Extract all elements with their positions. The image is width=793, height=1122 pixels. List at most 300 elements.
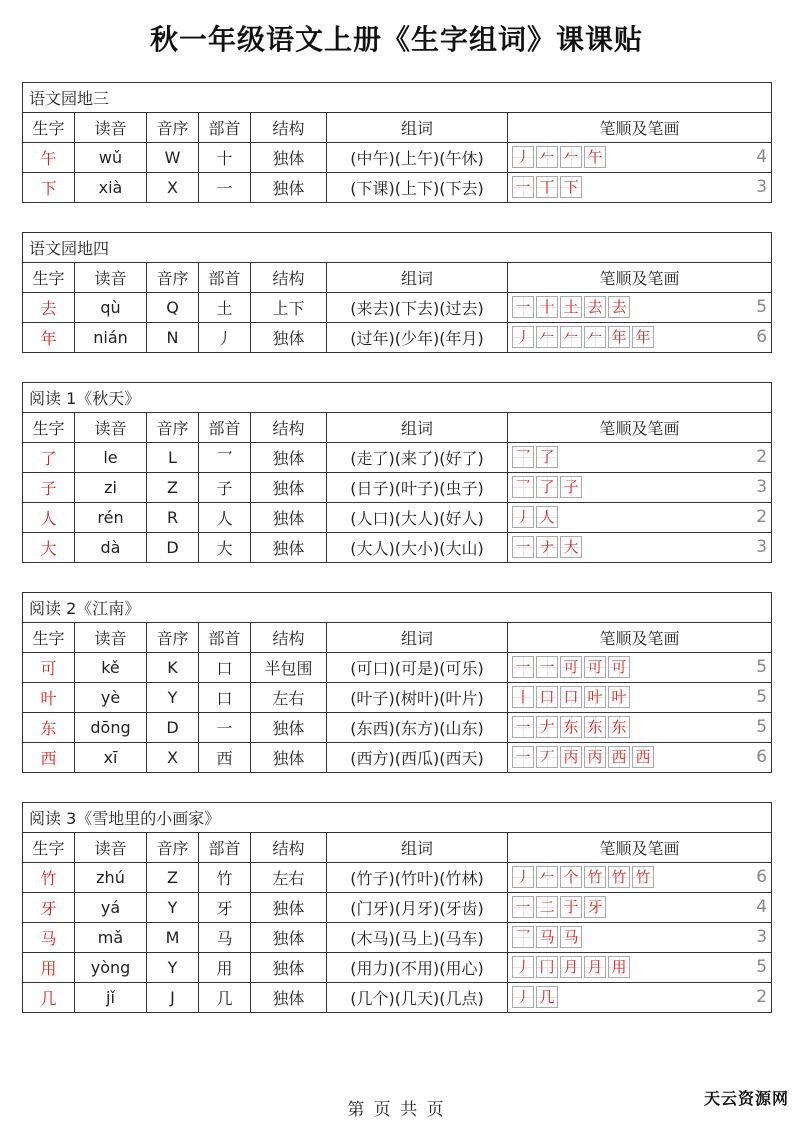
cell-words: (西方)(西瓜)(西天) <box>327 743 508 773</box>
stroke-count: 3 <box>756 477 768 497</box>
stroke-step-box <box>512 476 534 498</box>
cell-pinyin: dōng <box>75 713 147 743</box>
stroke-step-box <box>512 176 534 198</box>
cell-order: M <box>147 923 199 953</box>
stroke-step-char: 𠂉 <box>539 148 555 166</box>
header-radical: 部首 <box>199 833 251 863</box>
cell-radical: 大 <box>199 533 251 563</box>
header-row <box>23 833 772 863</box>
stroke-step-char: 大 <box>563 538 579 556</box>
stroke-step-box <box>608 656 630 678</box>
stroke-step-box <box>536 536 558 558</box>
cell-words: (门牙)(月牙)(牙齿) <box>327 893 508 923</box>
header-order: 音序 <box>147 263 199 293</box>
stroke-step-char: 了 <box>539 448 555 466</box>
cell-radical: 土 <box>199 293 251 323</box>
cell-structure: 左右 <box>251 863 327 893</box>
header-char: 生字 <box>23 263 75 293</box>
cell-strokes <box>508 653 772 683</box>
header-strokes: 笔顺及笔画 <box>508 263 772 293</box>
header-row <box>23 113 772 143</box>
stroke-step-box <box>584 896 606 918</box>
cell-pinyin: jǐ <box>75 983 147 1013</box>
cell-pinyin: yè <box>75 683 147 713</box>
cell-words: (木马)(马上)(马车) <box>327 923 508 953</box>
stroke-step-box <box>632 866 654 888</box>
stroke-step-char: 丙 <box>563 748 579 766</box>
stroke-grid <box>512 746 656 769</box>
header-char: 生字 <box>23 113 75 143</box>
stroke-step-char: 𠂉 <box>539 868 555 886</box>
stroke-step-char: 竹 <box>587 868 603 886</box>
stroke-step-box <box>584 716 606 738</box>
section-title: 阅读 3《雪地里的小画家》 <box>23 803 772 833</box>
stroke-step-box <box>560 926 582 948</box>
table-row <box>23 713 772 743</box>
stroke-step-char: 年 <box>611 328 627 346</box>
stroke-step-box <box>536 686 558 708</box>
stroke-step-box <box>608 326 630 348</box>
stroke-step-char: 下 <box>563 178 579 196</box>
cell-order: J <box>147 983 199 1013</box>
stroke-grid <box>512 146 608 169</box>
header-structure: 结构 <box>251 263 327 293</box>
cell-structure: 独体 <box>251 923 327 953</box>
cell-structure: 上下 <box>251 293 327 323</box>
stroke-step-box <box>560 146 582 168</box>
stroke-step-char: 土 <box>563 298 579 316</box>
stroke-step-box <box>608 746 630 768</box>
stroke-step-box <box>560 656 582 678</box>
cell-radical: 西 <box>199 743 251 773</box>
stroke-step-box <box>512 296 534 318</box>
cell-pinyin: xià <box>75 173 147 203</box>
stroke-step-char: 叶 <box>611 688 627 706</box>
table-row <box>23 173 772 203</box>
cell-char: 去 <box>23 293 75 323</box>
stroke-step-char: 丿 <box>515 868 531 886</box>
stroke-step-box <box>536 896 558 918</box>
cell-structure: 独体 <box>251 503 327 533</box>
cell-strokes <box>508 713 772 743</box>
stroke-step-char: 于 <box>563 898 579 916</box>
stroke-grid <box>512 176 584 199</box>
stroke-step-char: 丿 <box>515 988 531 1006</box>
stroke-grid <box>512 506 560 529</box>
stroke-count: 4 <box>756 897 768 917</box>
stroke-step-char: 东 <box>611 718 627 736</box>
table-row <box>23 953 772 983</box>
stroke-step-box <box>512 446 534 468</box>
stroke-step-char: 一 <box>515 178 531 196</box>
header-pinyin: 读音 <box>75 623 147 653</box>
cell-order: Z <box>147 473 199 503</box>
stroke-step-char: 𠂉 <box>539 328 555 346</box>
stroke-step-char: 人 <box>539 508 555 526</box>
stroke-step-char: 个 <box>563 868 579 886</box>
cell-char: 叶 <box>23 683 75 713</box>
stroke-grid <box>512 956 632 979</box>
stroke-step-char: 去 <box>611 298 627 316</box>
stroke-grid <box>512 716 632 739</box>
stroke-step-char: 西 <box>635 748 651 766</box>
stroke-step-char: 𠂇 <box>539 718 555 736</box>
cell-words: (用力)(不用)(用心) <box>327 953 508 983</box>
stroke-step-char: 丿 <box>515 148 531 166</box>
cell-radical: 子 <box>199 473 251 503</box>
stroke-step-box <box>584 866 606 888</box>
cell-structure: 独体 <box>251 143 327 173</box>
stroke-step-box <box>536 296 558 318</box>
stroke-step-char: 竹 <box>611 868 627 886</box>
stroke-step-char: 马 <box>563 928 579 946</box>
stroke-step-box <box>536 656 558 678</box>
header-words: 组词 <box>327 113 508 143</box>
stroke-step-char: 叶 <box>587 688 603 706</box>
stroke-step-char: 𠂉 <box>587 328 603 346</box>
stroke-step-char: 丿 <box>515 508 531 526</box>
cell-words: (下课)(上下)(下去) <box>327 173 508 203</box>
stroke-grid <box>512 476 584 499</box>
cell-structure: 独体 <box>251 893 327 923</box>
section-title: 阅读 2《江南》 <box>23 593 772 623</box>
stroke-step-box <box>608 716 630 738</box>
header-structure: 结构 <box>251 113 327 143</box>
cell-strokes <box>508 443 772 473</box>
cell-strokes <box>508 863 772 893</box>
header-words: 组词 <box>327 263 508 293</box>
unit-section <box>22 232 771 353</box>
unit-table <box>22 382 772 563</box>
header-pinyin: 读音 <box>75 413 147 443</box>
stroke-count: 2 <box>756 447 768 467</box>
cell-radical: 口 <box>199 653 251 683</box>
stroke-grid <box>512 686 632 709</box>
stroke-step-char: 十 <box>539 298 555 316</box>
stroke-step-box <box>560 326 582 348</box>
stroke-step-box <box>536 986 558 1008</box>
cell-order: D <box>147 533 199 563</box>
cell-order: Y <box>147 953 199 983</box>
cell-char: 人 <box>23 503 75 533</box>
cell-strokes <box>508 743 772 773</box>
table-row <box>23 863 772 893</box>
cell-order: N <box>147 323 199 353</box>
cell-strokes <box>508 983 772 1013</box>
stroke-step-char: 一 <box>515 748 531 766</box>
unit-section <box>22 802 771 1013</box>
stroke-step-char: 乛 <box>515 928 531 946</box>
cell-char: 子 <box>23 473 75 503</box>
cell-order: K <box>147 653 199 683</box>
stroke-step-char: 丅 <box>539 178 555 196</box>
stroke-step-box <box>608 866 630 888</box>
stroke-step-box <box>536 146 558 168</box>
cell-radical: 十 <box>199 143 251 173</box>
stroke-step-box <box>560 866 582 888</box>
stroke-step-box <box>512 326 534 348</box>
header-words: 组词 <box>327 413 508 443</box>
cell-pinyin: zhú <box>75 863 147 893</box>
stroke-step-char: 可 <box>611 658 627 676</box>
stroke-step-box <box>584 146 606 168</box>
stroke-step-char: 丿 <box>515 958 531 976</box>
cell-char: 下 <box>23 173 75 203</box>
table-row <box>23 443 772 473</box>
cell-strokes <box>508 293 772 323</box>
stroke-step-box <box>512 956 534 978</box>
stroke-step-char: 冂 <box>539 958 555 976</box>
stroke-step-box <box>536 506 558 528</box>
cell-structure: 独体 <box>251 953 327 983</box>
table-row <box>23 293 772 323</box>
stroke-step-char: 乛 <box>515 448 531 466</box>
cell-radical: 口 <box>199 683 251 713</box>
cell-char: 牙 <box>23 893 75 923</box>
stroke-step-box <box>536 476 558 498</box>
stroke-count: 5 <box>756 717 768 737</box>
cell-order: X <box>147 173 199 203</box>
stroke-count: 5 <box>756 687 768 707</box>
stroke-step-char: 一 <box>515 898 531 916</box>
cell-strokes <box>508 473 772 503</box>
cell-order: X <box>147 743 199 773</box>
cell-strokes <box>508 683 772 713</box>
stroke-grid <box>512 296 632 319</box>
cell-structure: 独体 <box>251 173 327 203</box>
stroke-step-box <box>560 956 582 978</box>
stroke-step-char: 年 <box>635 328 651 346</box>
cell-words: (来去)(下去)(过去) <box>327 293 508 323</box>
stroke-step-char: 丿 <box>515 328 531 346</box>
cell-words: (日子)(叶子)(虫子) <box>327 473 508 503</box>
header-char: 生字 <box>23 833 75 863</box>
cell-strokes <box>508 173 772 203</box>
stroke-step-char: 马 <box>539 928 555 946</box>
stroke-step-char: 一 <box>539 658 555 676</box>
stroke-grid <box>512 656 632 679</box>
cell-pinyin: wǔ <box>75 143 147 173</box>
cell-order: R <box>147 503 199 533</box>
stroke-step-box <box>536 446 558 468</box>
cell-words: (几个)(几天)(几点) <box>327 983 508 1013</box>
stroke-step-box <box>632 326 654 348</box>
stroke-step-box <box>512 746 534 768</box>
stroke-step-box <box>536 926 558 948</box>
stroke-step-box <box>536 326 558 348</box>
cell-char: 竹 <box>23 863 75 893</box>
cell-char: 午 <box>23 143 75 173</box>
header-pinyin: 读音 <box>75 113 147 143</box>
cell-structure: 独体 <box>251 713 327 743</box>
unit-section <box>22 82 771 203</box>
header-order: 音序 <box>147 413 199 443</box>
cell-char: 几 <box>23 983 75 1013</box>
header-order: 音序 <box>147 623 199 653</box>
table-row <box>23 923 772 953</box>
table-row <box>23 743 772 773</box>
header-radical: 部首 <box>199 413 251 443</box>
cell-words: (竹子)(竹叶)(竹林) <box>327 863 508 893</box>
stroke-step-char: 西 <box>611 748 627 766</box>
cell-order: W <box>147 143 199 173</box>
unit-section <box>22 382 771 563</box>
cell-char: 可 <box>23 653 75 683</box>
page-title: 秋一年级语文上册《生字组词》课课贴 <box>149 23 643 56</box>
cell-strokes <box>508 893 772 923</box>
cell-order: L <box>147 443 199 473</box>
stroke-step-box <box>608 686 630 708</box>
cell-words: (过年)(少年)(年月) <box>327 323 508 353</box>
cell-pinyin: yá <box>75 893 147 923</box>
cell-words: (人口)(大人)(好人) <box>327 503 508 533</box>
stroke-step-char: ナ <box>539 538 555 556</box>
stroke-step-box <box>560 176 582 198</box>
cell-strokes <box>508 923 772 953</box>
stroke-step-box <box>560 716 582 738</box>
header-row <box>23 263 772 293</box>
cell-order: Y <box>147 893 199 923</box>
header-pinyin: 读音 <box>75 833 147 863</box>
stroke-step-char: 一 <box>515 718 531 736</box>
cell-words: (中午)(上午)(午休) <box>327 143 508 173</box>
cell-pinyin: le <box>75 443 147 473</box>
stroke-step-char: 东 <box>587 718 603 736</box>
header-radical: 部首 <box>199 623 251 653</box>
cell-char: 东 <box>23 713 75 743</box>
stroke-step-char: 口 <box>563 688 579 706</box>
stroke-step-char: 二 <box>539 898 555 916</box>
unit-table <box>22 82 772 203</box>
stroke-count: 2 <box>756 987 768 1007</box>
cell-structure: 独体 <box>251 743 327 773</box>
table-row <box>23 653 772 683</box>
cell-radical: 用 <box>199 953 251 983</box>
cell-char: 了 <box>23 443 75 473</box>
header-words: 组词 <box>327 623 508 653</box>
section-title: 阅读 1《秋天》 <box>23 383 772 413</box>
cell-radical: 马 <box>199 923 251 953</box>
cell-order: Y <box>147 683 199 713</box>
cell-strokes <box>508 533 772 563</box>
unit-table <box>22 802 772 1013</box>
cell-radical: 一 <box>199 713 251 743</box>
stroke-step-char: 乛 <box>515 478 531 496</box>
stroke-count: 5 <box>756 297 768 317</box>
stroke-grid <box>512 896 608 919</box>
cell-radical: 几 <box>199 983 251 1013</box>
stroke-step-char: 月 <box>563 958 579 976</box>
header-words: 组词 <box>327 833 508 863</box>
stroke-step-box <box>608 956 630 978</box>
stroke-count: 6 <box>756 867 768 887</box>
stroke-grid <box>512 986 560 1009</box>
stroke-step-box <box>584 296 606 318</box>
header-structure: 结构 <box>251 833 327 863</box>
cell-structure: 独体 <box>251 323 327 353</box>
section-title: 语文园地三 <box>23 83 772 113</box>
cell-order: D <box>147 713 199 743</box>
header-pinyin: 读音 <box>75 263 147 293</box>
header-order: 音序 <box>147 113 199 143</box>
stroke-step-box <box>584 746 606 768</box>
stroke-step-box <box>560 896 582 918</box>
stroke-count: 3 <box>756 177 768 197</box>
stroke-step-box <box>584 656 606 678</box>
header-order: 音序 <box>147 833 199 863</box>
section-title: 语文园地四 <box>23 233 772 263</box>
stroke-count: 3 <box>756 927 768 947</box>
header-char: 生字 <box>23 413 75 443</box>
stroke-step-box <box>512 146 534 168</box>
stroke-grid <box>512 866 656 889</box>
stroke-step-box <box>512 506 534 528</box>
cell-pinyin: zi <box>75 473 147 503</box>
header-radical: 部首 <box>199 113 251 143</box>
stroke-step-char: 一 <box>515 538 531 556</box>
cell-radical: 竹 <box>199 863 251 893</box>
stroke-step-box <box>536 866 558 888</box>
cell-structure: 左右 <box>251 683 327 713</box>
unit-table <box>22 592 772 773</box>
stroke-step-char: 月 <box>587 958 603 976</box>
sections-container <box>22 82 771 1042</box>
stroke-step-char: 丙 <box>587 748 603 766</box>
cell-words: (东西)(东方)(山东) <box>327 713 508 743</box>
cell-order: Q <box>147 293 199 323</box>
stroke-step-box <box>560 746 582 768</box>
cell-structure: 独体 <box>251 473 327 503</box>
stroke-step-char: 牙 <box>587 898 603 916</box>
stroke-step-box <box>512 536 534 558</box>
unit-section <box>22 592 771 773</box>
stroke-step-char: 午 <box>587 148 603 166</box>
stroke-step-char: 几 <box>539 988 555 1006</box>
cell-pinyin: mǎ <box>75 923 147 953</box>
stroke-step-box <box>512 986 534 1008</box>
table-row <box>23 983 772 1013</box>
cell-pinyin: kě <box>75 653 147 683</box>
header-strokes: 笔顺及笔画 <box>508 623 772 653</box>
table-row <box>23 503 772 533</box>
stroke-count: 4 <box>756 147 768 167</box>
stroke-step-char: 用 <box>611 958 627 976</box>
stroke-step-box <box>512 926 534 948</box>
cell-char: 西 <box>23 743 75 773</box>
stroke-step-char: 𠂉 <box>563 148 579 166</box>
stroke-step-box <box>512 686 534 708</box>
cell-radical: 人 <box>199 503 251 533</box>
stroke-step-char: 一 <box>515 298 531 316</box>
cell-words: (走了)(来了)(好了) <box>327 443 508 473</box>
cell-radical: 一 <box>199 173 251 203</box>
stroke-step-box <box>536 746 558 768</box>
table-row <box>23 143 772 173</box>
stroke-step-box <box>560 536 582 558</box>
cell-pinyin: dà <box>75 533 147 563</box>
stroke-step-box <box>584 326 606 348</box>
table-row <box>23 533 772 563</box>
stroke-count: 5 <box>756 657 768 677</box>
stroke-step-box <box>512 716 534 738</box>
stroke-step-char: 东 <box>563 718 579 736</box>
cell-pinyin: qù <box>75 293 147 323</box>
stroke-step-char: 可 <box>563 658 579 676</box>
cell-words: (叶子)(树叶)(叶片) <box>327 683 508 713</box>
stroke-step-box <box>560 686 582 708</box>
stroke-step-box <box>536 176 558 198</box>
cell-words: (大人)(大小)(大山) <box>327 533 508 563</box>
